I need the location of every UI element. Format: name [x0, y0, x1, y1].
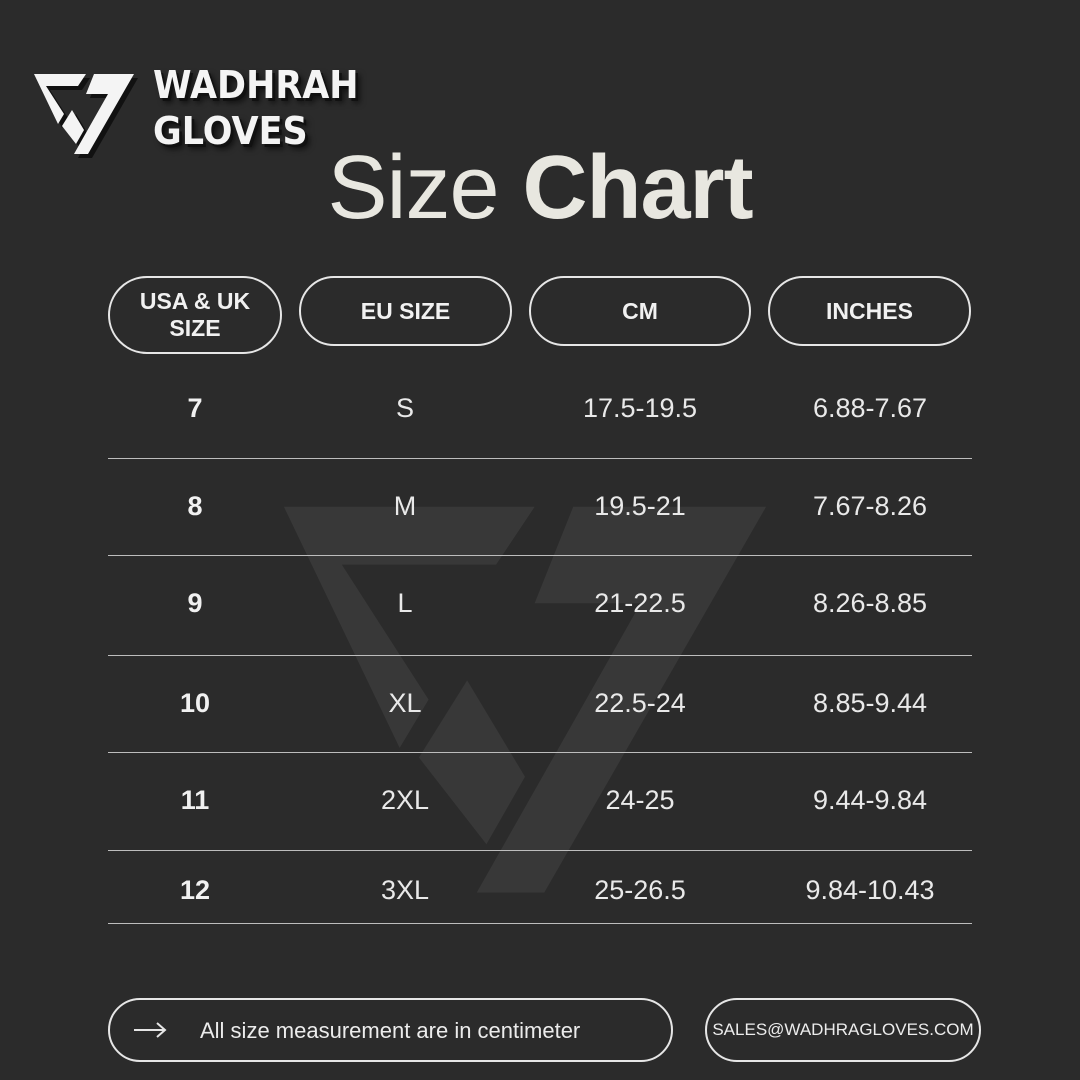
cell-inches: 8.26-8.85 [812, 588, 928, 618]
email-link[interactable]: SALES@WADHRAGLOVES.COM [712, 1020, 974, 1039]
cell-inches: 9.84-10.43 [805, 875, 935, 905]
cell-eu: 2XL [380, 785, 430, 815]
header-inches: INCHES [768, 276, 971, 346]
cell-usa-uk: 11 [180, 785, 210, 815]
row-divider [108, 555, 972, 556]
cell-inches: 8.85-9.44 [812, 688, 928, 718]
header-cm: CM [529, 276, 751, 346]
header-eu-size: EU SIZE [299, 276, 512, 346]
cell-cm: 21-22.5 [594, 588, 686, 618]
row-divider [108, 458, 972, 459]
cell-usa-uk: 12 [179, 875, 211, 905]
cell-inches: 6.88-7.67 [812, 393, 928, 423]
row-divider [108, 850, 972, 851]
row-divider [108, 655, 972, 656]
header-usa-uk-size: USA & UK SIZE [108, 276, 282, 354]
cell-eu: 3XL [380, 875, 430, 905]
cell-usa-uk: 9 [187, 588, 203, 618]
brand-line-2: GLOVES [153, 109, 308, 153]
row-divider [108, 752, 972, 753]
title-bold: Chart [522, 138, 753, 238]
brand-line-1: WADHRAH [153, 63, 359, 107]
cell-usa-uk: 8 [187, 491, 203, 521]
cell-eu: XL [388, 688, 422, 718]
arrow-right-icon [132, 1018, 168, 1042]
cell-usa-uk: 10 [179, 688, 211, 718]
cell-inches: 9.44-9.84 [812, 785, 928, 815]
email-pill[interactable] [705, 998, 981, 1062]
title-light: Size [327, 138, 499, 238]
cell-cm: 19.5-21 [594, 491, 686, 521]
measurement-note-text: All size measurement are in centimeter [200, 1018, 581, 1043]
cell-cm: 22.5-24 [594, 688, 686, 718]
cell-cm: 17.5-19.5 [582, 393, 698, 423]
cell-cm: 24-25 [605, 785, 675, 815]
cell-inches: 7.67-8.26 [812, 491, 928, 521]
cell-eu: L [397, 588, 413, 618]
cell-usa-uk: 7 [187, 393, 203, 423]
page-title [0, 138, 1080, 238]
cell-eu: M [393, 491, 417, 521]
cell-eu: S [395, 393, 415, 423]
logo-watermark [255, 455, 795, 925]
cell-cm: 25-26.5 [594, 875, 686, 905]
measurement-note [108, 998, 673, 1062]
row-divider [108, 923, 972, 924]
